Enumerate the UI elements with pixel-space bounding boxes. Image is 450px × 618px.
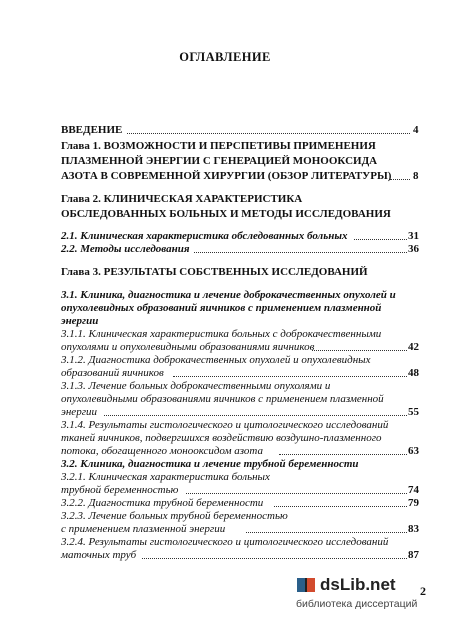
dot-leader <box>390 179 410 180</box>
watermark-site: dsLib.net <box>320 575 396 594</box>
toc-entry-page: 36 <box>408 243 419 255</box>
toc-section-3-2-3-line-2: с применением плазменной энергии 83 <box>61 523 419 535</box>
book-logo-icon <box>296 575 316 595</box>
toc-section-3-2-2: 3.2.2. Диагностика трубной беременности 79 <box>61 497 419 509</box>
toc-entry-page: 79 <box>408 497 419 509</box>
dot-leader <box>104 415 407 416</box>
dot-leader <box>194 252 407 253</box>
toc-section-3-1-2-line-1: 3.1.2. Диагностика доброкачественных опухолей и опухолевидных <box>61 354 371 366</box>
dot-leader <box>354 239 407 240</box>
toc-chapter-2-line-2: ОБСЛЕДОВАННЫХ БОЛЬНЫХ И МЕТОДЫ ИССЛЕДОВАНИЯ <box>61 208 391 220</box>
toc-section-3-1-line-3: энергии <box>61 315 99 327</box>
toc-entry-page: 31 <box>408 230 419 242</box>
toc-entry-page: 83 <box>408 523 419 535</box>
toc-chapter-1-line-2: ПЛАЗМЕННОЙ ЭНЕРГИИ С ГЕНЕРАЦИЕЙ МОНООКСИДА <box>61 155 378 167</box>
toc-entry-label: ВВЕДЕНИЕ <box>61 124 123 136</box>
toc-entry-intro <box>0 124 450 137</box>
toc-section-3-2-1-line-1: 3.2.1. Клиническая характеристика больных <box>61 471 270 483</box>
watermark <box>296 575 446 613</box>
dot-leader <box>127 133 410 134</box>
toc-entry-page: 4 <box>413 124 419 136</box>
toc-entry-page: 42 <box>408 341 419 353</box>
toc-section-3-1-1-line-2: опухолями и опухолевидными образованиями яичников 42 <box>61 341 419 353</box>
dot-leader <box>274 506 407 507</box>
dot-leader <box>186 493 407 494</box>
toc-entry-2-1: 2.1. Клиническая характеристика обследованных больных 31 <box>61 230 419 242</box>
toc-section-3-2-1-line-2: трубной беременностью 74 <box>61 484 419 496</box>
dot-leader <box>279 454 407 455</box>
toc-section-3-1-4-line-1: 3.1.4. Результаты гистологического и цитологического исследований <box>61 419 389 431</box>
toc-chapter-2-line-1: Глава 2. КЛИНИЧЕСКАЯ ХАРАКТЕРИСТИКА <box>61 193 303 205</box>
toc-chapter-1-line-3: АЗОТА В СОВРЕМЕННОЙ ХИРУРГИИ (ОБЗОР ЛИТЕРАТУРЫ) 8 <box>61 170 419 182</box>
dot-leader <box>142 558 407 559</box>
toc-entry-2-2: 2.2. Методы исследования 36 <box>61 243 419 255</box>
toc-chapter-3-line-1: Глава 3. РЕЗУЛЬТАТЫ СОБСТВЕННЫХ ИССЛЕДОВАНИЙ <box>61 266 368 278</box>
toc-section-3-1-1-line-1: 3.1.1. Клиническая характеристика больных с доброкачественными <box>61 328 382 340</box>
toc-section-3-1-line-1: 3.1. Клиника, диагностика и лечение доброкачественных опухолей и <box>61 289 396 301</box>
toc-entry-page: 87 <box>408 549 419 561</box>
toc-section-3-1-4-line-3: потока, обогащенного монооксидом азота 63 <box>61 445 419 457</box>
dot-leader <box>246 532 407 533</box>
toc-section-3-2-3-line-1: 3.2.3. Лечение больных трубной беременностью <box>61 510 288 522</box>
toc-section-3-1-4-line-2: тканей яичников, подвергшихся воздействию воздушно-плазменного <box>61 432 382 444</box>
toc-section-3-1-2-line-2: образований яичников 48 <box>61 367 419 379</box>
toc-entry-page: 74 <box>408 484 419 496</box>
page-number: 2 <box>420 584 426 598</box>
toc-section-3-2-4-line-2: маточных труб 87 <box>61 549 419 561</box>
toc-chapter-1-line-1: Глава 1. ВОЗМОЖНОСТИ И ПЕРСПЕТИВЫ ПРИМЕНЕНИЯ <box>61 140 376 152</box>
dot-leader <box>312 350 407 351</box>
toc-entry-page: 8 <box>413 170 419 182</box>
toc-entry-page: 48 <box>408 367 419 379</box>
page-title: ОГЛАВЛЕНИЕ <box>179 50 271 64</box>
dot-leader <box>173 376 407 377</box>
toc-entry-page: 63 <box>408 445 419 457</box>
toc-entry-page: 55 <box>408 406 419 418</box>
toc-section-3-1-3-line-1: 3.1.3. Лечение больных доброкачественными опухолями и <box>61 380 331 392</box>
toc-section-3-2-line-1: 3.2. Клиника, диагностика и лечение трубной беременности <box>61 458 359 470</box>
toc-section-3-1-3-line-2: опухолевидными образованиями яичников с применением плазменной <box>61 393 384 405</box>
toc-section-3-1-line-2: опухолевидных образований яичников с применением плазменной <box>61 302 382 314</box>
toc-section-3-2-4-line-1: 3.2.4. Результаты гистологического и цитологического исследований <box>61 536 389 548</box>
watermark-subtitle: библиотека диссертаций <box>296 598 418 610</box>
toc-section-3-1-3-line-3: энергии 55 <box>61 406 419 418</box>
